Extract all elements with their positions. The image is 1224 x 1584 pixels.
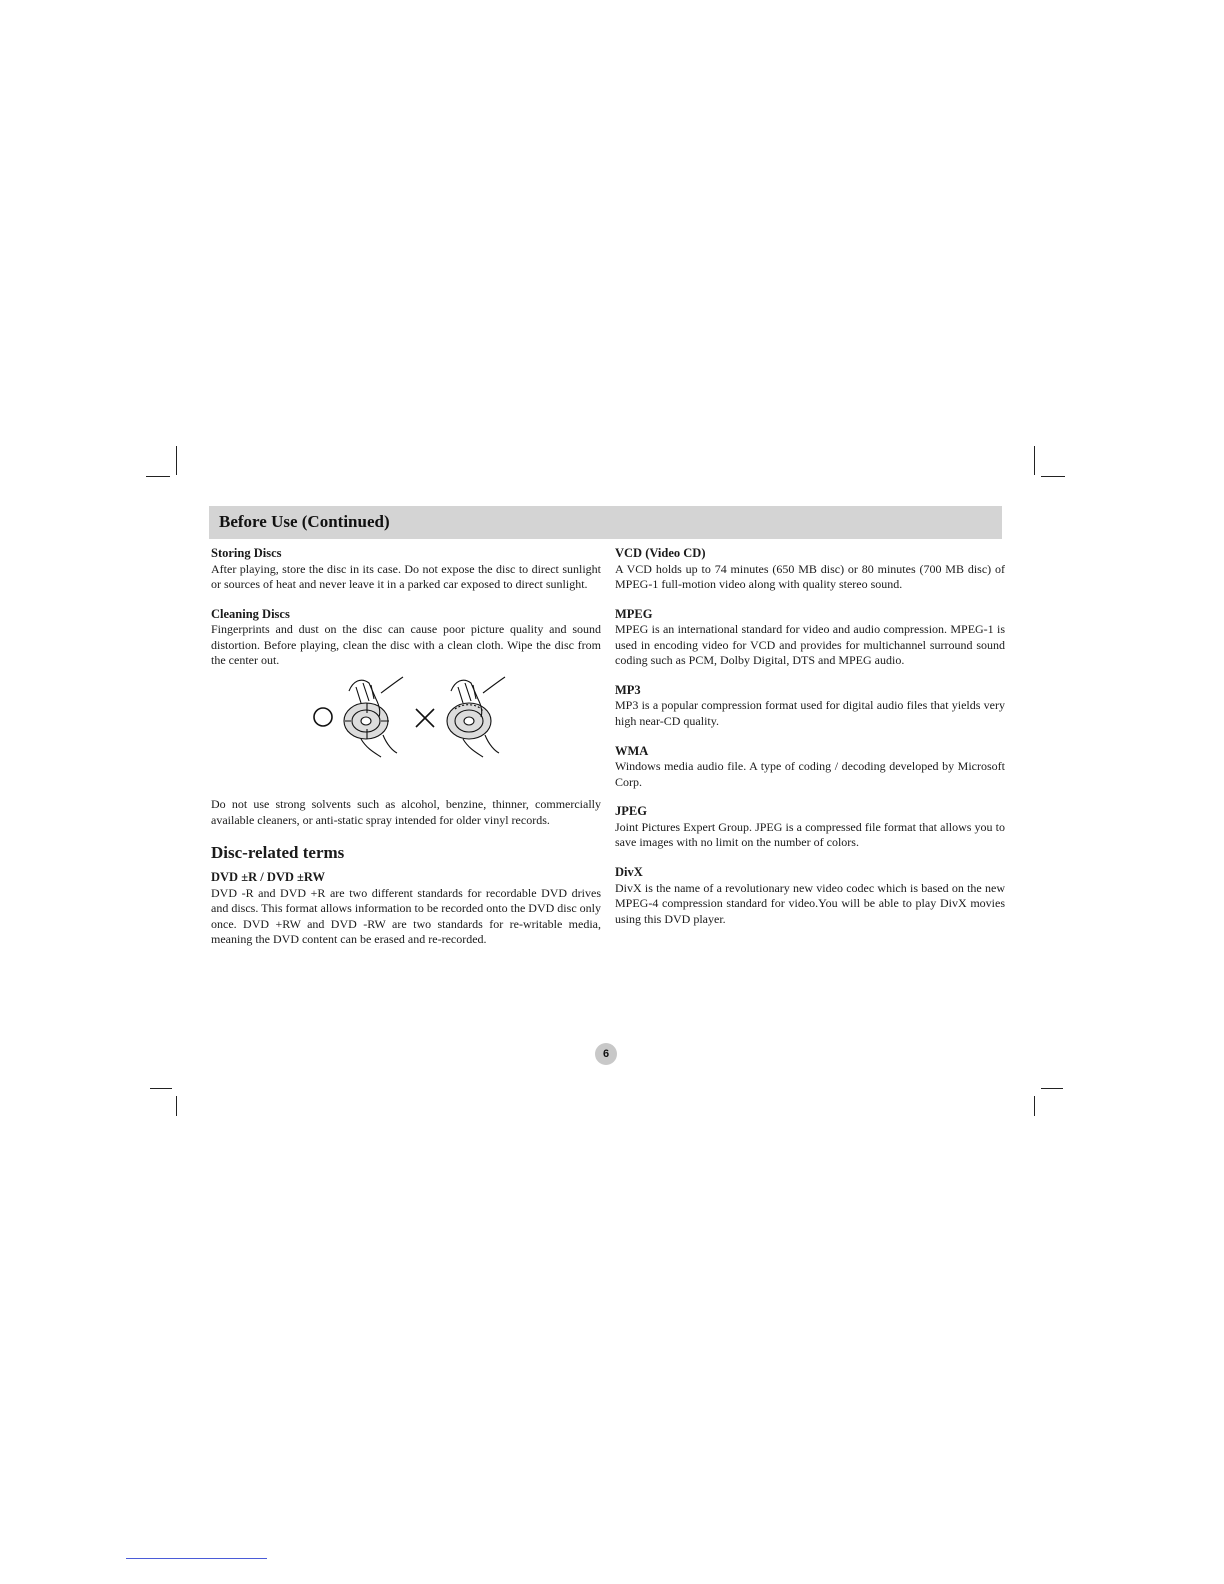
storing-discs-section <box>211 546 601 593</box>
crop-mark-bottom-right-v <box>1034 1096 1035 1116</box>
wma-section <box>615 744 1005 791</box>
jpeg-body: Joint Pictures Expert Group. JPEG is a compressed file format that allows you to save images with no limit on the number of colors. <box>615 819 1005 850</box>
dvd-r-rw-title: DVD ±R / DVD ±RW <box>211 870 325 885</box>
cleaning-discs-section <box>211 607 601 669</box>
link-underline <box>126 1558 267 1559</box>
disc-cleaning-figure <box>211 673 601 783</box>
solvents-warning-body: Do not use strong solvents such as alcohol, benzine, thinner, commercially available cleaners, or anti-static spray intended for older vinyl records. <box>211 796 601 827</box>
page-title: Before Use (Continued) <box>219 512 390 531</box>
mpeg-body: MPEG is an international standard for video and audio compression. MPEG-1 is used in encoding video for VCD and provides for multichannel surround sound coding such as PCM, Dolby Digital, DTS and MPEG audio. <box>615 622 1005 668</box>
disc-circular-wipe-icon <box>447 677 505 757</box>
disc-radial-wipe-icon <box>344 677 403 757</box>
cleaning-discs-title: Cleaning Discs <box>211 606 290 621</box>
crop-mark-top-left-h <box>146 476 170 477</box>
wma-title: WMA <box>615 743 649 758</box>
crop-mark-top-right-v <box>1034 446 1035 475</box>
page-number: 6 <box>595 1043 617 1065</box>
crop-mark-bottom-right-h <box>1041 1088 1063 1089</box>
left-column <box>211 546 601 948</box>
crop-mark-top-right-h <box>1041 476 1065 477</box>
mpeg-section <box>615 607 1005 669</box>
cleaning-discs-body: Fingerprints and dust on the disc can cause poor picture quality and sound distortion. Before playing, clean the disc with a clean cloth. Wipe the disc from the center out. <box>211 622 601 668</box>
crop-mark-bottom-left-h <box>150 1088 172 1089</box>
vcd-section <box>615 546 1005 593</box>
divx-section <box>615 865 1005 927</box>
jpeg-title: JPEG <box>615 804 647 819</box>
mp3-section <box>615 683 1005 730</box>
storing-discs-body: After playing, store the disc in its case. Do not expose the disc to direct sunlight or sources of heat and never leave it in a parked car exposed to direct sunlight. <box>211 561 601 592</box>
dvd-r-rw-section <box>211 870 601 948</box>
solvents-warning <box>211 797 601 828</box>
dvd-r-rw-body: DVD -R and DVD +R are two different standards for recordable DVD drives and discs. This format allows information to be recorded onto the DVD disc only once. DVD +RW and DVD -RW are two standards for re-writable media, meaning the DVD content can be erased and re-recorded. <box>211 885 601 947</box>
storing-discs-title: Storing Discs <box>211 546 282 560</box>
crop-mark-bottom-left-v <box>176 1096 177 1116</box>
vcd-title: VCD (Video CD) <box>615 546 706 560</box>
right-column <box>615 546 1005 927</box>
mp3-body: MP3 is a popular compression format used for digital audio files that yields very high near-CD quality. <box>615 698 1005 729</box>
mpeg-title: MPEG <box>615 606 653 621</box>
disc-cleaning-illustration <box>211 673 601 783</box>
cross-icon <box>416 709 434 727</box>
mp3-title: MP3 <box>615 682 641 697</box>
wma-body: Windows media audio file. A type of coding / decoding developed by Microsoft Corp. <box>615 759 1005 789</box>
divx-body: DivX is the name of a revolutionary new video codec which is based on the new MPEG-4 compression standard for video.You will be able to play DivX movies using this DVD player. <box>615 880 1005 926</box>
divx-title: DivX <box>615 865 643 880</box>
vcd-body: A VCD holds up to 74 minutes (650 MB disc) or 80 minutes (700 MB disc) of MPEG-1 full-motion video along with quality stereo sound. <box>615 561 1005 592</box>
disc-related-terms-heading: Disc-related terms <box>211 843 345 863</box>
circle-icon <box>314 708 332 726</box>
section-header-bar <box>209 506 1002 539</box>
jpeg-section <box>615 804 1005 851</box>
crop-mark-top-left-v <box>176 446 177 475</box>
